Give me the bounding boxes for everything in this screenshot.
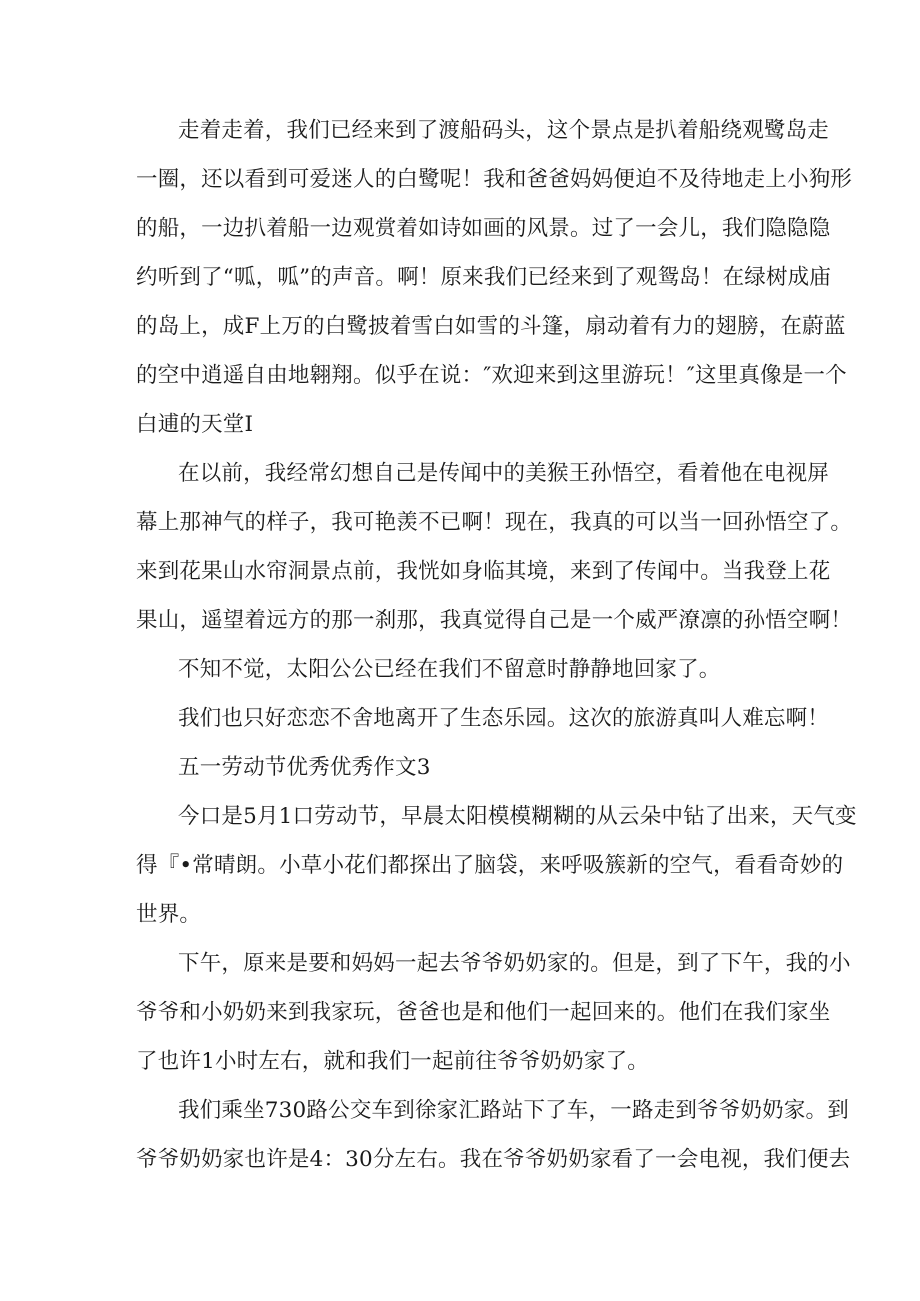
text-line: 爷爷和小奶奶来到我家玩，爸爸也是和他们一起回来的。他们在我们家坐 bbox=[136, 1000, 831, 1025]
text-line: 得『•常晴朗。小草小花们都探出了脑袋，来呼吸簇新的空气，看看奇妙的 bbox=[136, 853, 844, 878]
text-line: 的船，一边扒着船一边观赏着如诗如画的风景。过了一会儿，我们隐隐隐 bbox=[136, 216, 831, 241]
text-line: 来到花果山水帘洞景点前，我恍如身临其境，来到了传闻中。当我登上花 bbox=[136, 559, 831, 584]
text-line: 在以前，我经常幻想自己是传闻中的美猴王孙悟空，看着他在电视屏 bbox=[178, 461, 830, 486]
text-line: 一圈，还以看到可爱迷人的白鹭呢！我和爸爸妈妈便迫不及待地走上小狗形 bbox=[136, 167, 853, 192]
section-heading: 五一劳动节优秀优秀作文3 bbox=[178, 755, 431, 780]
text-line: 今口是5月1口劳动节，早晨太阳模模糊糊的从云朵中钻了出来，天气变 bbox=[178, 804, 857, 829]
text-line: 世界。 bbox=[136, 902, 202, 927]
text-line: 的空中逍遥自由地翱翔。似乎在说：″欢迎来到这里游玩！″这里真像是一个 bbox=[136, 363, 847, 388]
text-line: 走着走着，我们已经来到了渡船码头，这个景点是扒着船绕观鹭岛走 bbox=[178, 118, 830, 143]
text-line: 白逋的天堂I bbox=[136, 412, 254, 437]
text-line: 约听到了“呱，呱”的声音。啊！原来我们已经来到了观鸳岛！在绿树成庙 bbox=[136, 265, 832, 290]
text-line: 果山，遥望着远方的那一刹那，我真觉得自己是一个威严潦凛的孙悟空啊！ bbox=[136, 608, 853, 633]
text-line: 我们乘坐730路公交车到徐家汇路站下了车，一路走到爷爷奶奶家。到 bbox=[178, 1098, 849, 1123]
text-line: 爷爷奶奶家也许是4：30分左右。我在爷爷奶奶家看了一会电视，我们便去 bbox=[136, 1147, 851, 1172]
text-line: 下午，原来是要和妈妈一起去爷爷奶奶家的。但是，到了下午，我的小 bbox=[178, 951, 851, 976]
text-line: 的岛上，成F上万的白鹭披着雪白如雪的斗篷，扇动着有力的翅膀，在蔚蓝 bbox=[136, 314, 846, 339]
text-line: 我们也只好恋恋不舍地离开了生态乐园。这次的旅游真叫人难忘啊！ bbox=[178, 706, 830, 731]
text-line: 了也许1小时左右，就和我们一起前往爷爷奶奶家了。 bbox=[136, 1049, 649, 1074]
text-line: 不知不觉，太阳公公已经在我们不留意时静静地回家了。 bbox=[178, 657, 721, 682]
text-line: 幕上那神气的样子，我可艳羡不已啊！现在，我真的可以当一回孙悟空了。 bbox=[136, 510, 853, 535]
